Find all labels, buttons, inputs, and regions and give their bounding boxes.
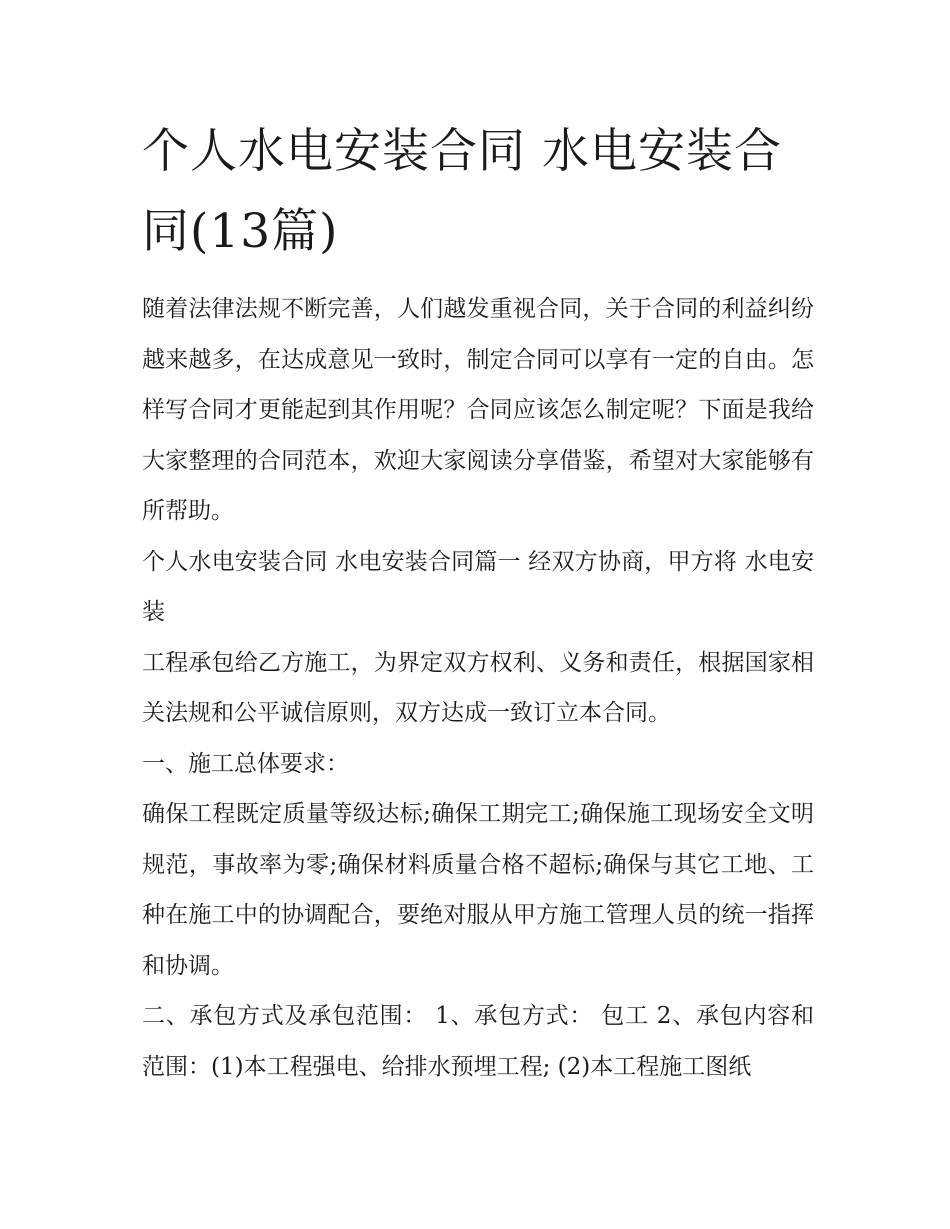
section-heading-contract-one: 个人水电安装合同 水电安装合同篇一 经双方协商，甲方将 水电安装 [142,548,814,625]
document-title: 个人水电安装合同 水电安装合同(13篇) [142,124,782,259]
intro-paragraph: 随着法律法规不断完善，人们越发重视合同，关于合同的利益纠纷越来越多，在达成意见一致时，制定合同可以享有一定的自由。怎样写合同才更能起到其作用呢？合同应该怎么制定呢？下面是我给大家整理的合同范本，欢迎大家阅读分享借鉴，希望对大家能够有所帮助。 [142,296,814,524]
scope-paragraph: 二、承包方式及承包范围： 1、承包方式： 包工 2、承包内容和范围：(1)本工程强电、给排水预埋工程; (2)本工程施工图纸 [142,1003,814,1080]
requirements-paragraph: 确保工程既定质量等级达标;确保工期完工;确保施工现场安全文明规范，事故率为零;确保材料质量合格不超标;确保与其它工地、工种在施工中的协调配合，要绝对服从甲方施工管理人员的统一指挥和协调。 [142,801,814,979]
contract-preamble-paragraph: 工程承包给乙方施工，为界定双方权利、义务和责任，根据国家相关法规和公平诚信原则，双方达成一致订立本合同。 [142,649,814,726]
section-heading-requirements: 一、施工总体要求： [142,750,349,777]
document-page [142,112,814,1092]
